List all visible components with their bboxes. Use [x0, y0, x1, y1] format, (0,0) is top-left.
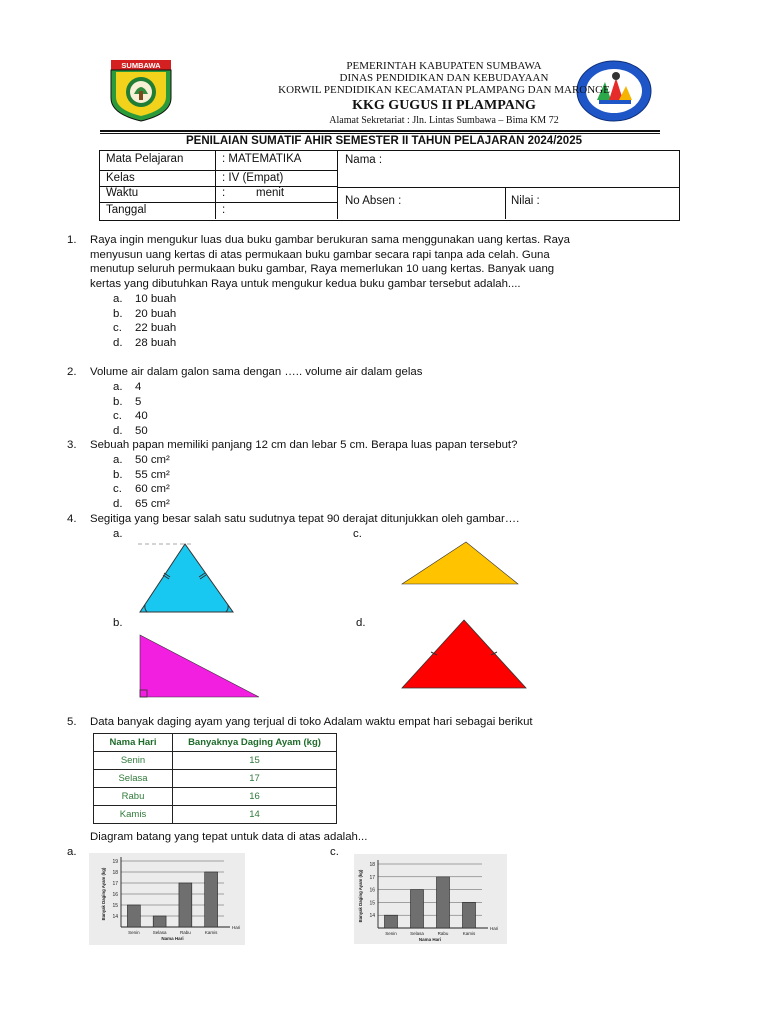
option-text[interactable]: 20 buah: [135, 308, 177, 320]
bar-chart-option-c[interactable]: [354, 854, 507, 944]
name-field-label: Nama :: [345, 154, 383, 166]
y-tick-label: 17: [369, 874, 375, 881]
table-header: Nama Hari: [94, 734, 173, 752]
question-followup: Diagram batang yang tepat untuk data di atas adalah...: [90, 831, 368, 843]
table-header-row: [94, 734, 337, 752]
option-letter: d.: [113, 337, 123, 349]
chart-plot: [358, 860, 498, 942]
table-row: [94, 752, 337, 770]
question-text: Volume air dalam galon sama dengan ….. volume air dalam gelas: [90, 366, 423, 378]
question-text-line: menyusun uang kertas di atas permukaan buku gambar secara rapi tanpa ada celah. Guna: [90, 249, 550, 261]
option-letter: d.: [356, 617, 366, 629]
bar-chart-option-a[interactable]: [89, 853, 245, 945]
x-axis-title: Nama Hari: [161, 936, 184, 941]
y-axis-title: Banyak Daging Ayam (kg): [101, 867, 106, 921]
bar: [205, 872, 218, 927]
option-letter: a.: [67, 846, 77, 858]
option-text[interactable]: 22 buah: [135, 322, 177, 334]
subject-value: : MATEMATIKA: [222, 153, 302, 165]
table-cell-day: Rabu: [94, 788, 173, 806]
y-tick-label: 16: [369, 887, 375, 894]
option-letter: b.: [113, 308, 123, 320]
class-value: : IV (Empat): [222, 172, 284, 184]
x-tick-label: Selasa: [410, 931, 424, 936]
table-row: [94, 788, 337, 806]
y-tick-label: 17: [112, 881, 118, 887]
date-value: :: [222, 204, 226, 216]
triangle-option-d[interactable]: [398, 618, 530, 690]
y-tick-label: 14: [369, 913, 375, 920]
option-text[interactable]: 4: [135, 381, 142, 393]
table-divider: [505, 187, 506, 219]
question-text-line: Raya ingin mengukur luas dua buku gambar berukuran sama menggunakan uang kertas. Raya: [90, 234, 570, 246]
exam-title: PENILAIAN SUMATIF AHIR SEMESTER II TAHUN PELAJARAN 2024/2025: [186, 135, 582, 147]
option-text[interactable]: 65 cm²: [135, 498, 170, 510]
triangle-option-c[interactable]: [400, 540, 520, 588]
question-number: 4.: [67, 513, 77, 525]
bar: [179, 883, 192, 927]
bar: [127, 905, 140, 927]
y-tick-label: 15: [112, 903, 118, 909]
option-letter: a.: [113, 528, 123, 540]
table-divider: [100, 170, 337, 171]
option-letter: c.: [330, 846, 339, 858]
x-tick-label: Senin: [128, 930, 140, 935]
y-tick-label: 18: [369, 862, 375, 868]
question-text-line: menutup seluruh permukaan buku gambar, Raya memerlukan 10 uang kertas. Banyak uang: [90, 263, 555, 275]
option-text[interactable]: 50: [135, 425, 148, 437]
identity-table: [99, 150, 680, 221]
y-tick-label: 14: [112, 914, 118, 920]
x-axis-end-label: Hari: [490, 926, 499, 931]
time-label: Waktu: [106, 187, 139, 199]
question-text: Data banyak daging ayam yang terjual di toko Adalam waktu empat hari sebagai berikut: [90, 716, 533, 728]
triangle-option-a[interactable]: [136, 541, 236, 615]
question-text: Segitiga yang besar salah satu sudutnya tepat 90 derajat ditunjukkan oleh gambar….: [90, 513, 520, 525]
question-number: 5.: [67, 716, 77, 728]
y-tick-label: 18: [112, 870, 118, 876]
table-divider: [337, 151, 338, 219]
letterhead-rule: [100, 130, 660, 134]
option-letter: c.: [113, 410, 122, 422]
table-cell-value: 17: [173, 770, 337, 788]
option-letter: a.: [113, 454, 123, 466]
class-label: Kelas: [106, 172, 135, 184]
bar: [153, 916, 166, 927]
option-text[interactable]: 10 buah: [135, 293, 177, 305]
bar: [411, 890, 424, 928]
question-number: 3.: [67, 439, 77, 451]
option-letter: a.: [113, 293, 123, 305]
option-text[interactable]: 50 cm²: [135, 454, 170, 466]
option-text[interactable]: 40: [135, 410, 148, 422]
option-letter: c.: [113, 483, 122, 495]
question-number: 2.: [67, 366, 77, 378]
option-letter: c.: [113, 322, 122, 334]
time-value: :: [222, 187, 226, 199]
logo-left-text: SUMBAWA: [121, 61, 161, 70]
bar: [385, 915, 398, 928]
table-cell-day: Selasa: [94, 770, 173, 788]
x-tick-label: Senin: [385, 931, 397, 936]
option-letter: d.: [113, 498, 123, 510]
subject-label: Mata Pelajaran: [106, 153, 184, 165]
option-letter: a.: [113, 381, 123, 393]
option-letter: b.: [113, 469, 123, 481]
question-text: Sebuah papan memiliki panjang 12 cm dan lebar 5 cm. Berapa luas papan tersebut?: [90, 439, 518, 451]
sales-table: [93, 733, 337, 824]
score-field-label: Nilai :: [511, 195, 540, 207]
x-tick-label: Rabu: [437, 931, 449, 936]
table-row: [94, 806, 337, 824]
x-tick-label: Kamis: [204, 930, 218, 935]
chart-plot: [101, 857, 240, 941]
option-letter: c.: [353, 528, 362, 540]
table-row: [94, 770, 337, 788]
y-tick-label: 19: [112, 859, 118, 865]
bar: [463, 902, 476, 928]
y-tick-label: 16: [112, 892, 118, 898]
date-label: Tanggal: [106, 204, 147, 216]
table-header: Banyaknya Daging Ayam (kg): [173, 734, 337, 752]
option-text[interactable]: 60 cm²: [135, 483, 170, 495]
letterhead-line-1: PEMERINTAH KABUPATEN SUMBAWA: [346, 60, 542, 72]
table-cell-day: Senin: [94, 752, 173, 770]
letterhead-line-3: KORWIL PENDIDIKAN KECAMATAN PLAMPANG DAN MARONGE: [278, 84, 610, 96]
letterhead-title: KKG GUGUS II PLAMPANG: [352, 98, 536, 113]
question-text-line: kertas yang dibutuhkan Raya untuk mengukur kedua buku gambar tersebut adalah....: [90, 278, 521, 290]
question-number: 1.: [67, 234, 77, 246]
letterhead-address: Alamat Sekretariat : Jln. Lintas Sumbawa – Bima KM 72: [329, 115, 559, 126]
table-divider: [100, 202, 337, 203]
option-text[interactable]: 28 buah: [135, 337, 177, 349]
x-axis-end-label: Hari: [232, 925, 241, 930]
option-text[interactable]: 55 cm²: [135, 469, 170, 481]
option-letter: b.: [113, 396, 123, 408]
absen-field-label: No Absen :: [345, 195, 402, 207]
table-cell-day: Kamis: [94, 806, 173, 824]
option-letter: d.: [113, 425, 123, 437]
x-tick-label: Rabu: [179, 930, 191, 935]
triangle-option-b[interactable]: [137, 633, 262, 699]
x-axis-title: Nama Hari: [418, 937, 442, 942]
table-cell-value: 16: [173, 788, 337, 806]
table-cell-value: 15: [173, 752, 337, 770]
table-cell-value: 14: [173, 806, 337, 824]
option-letter: b.: [113, 617, 123, 629]
letterhead-line-2: DINAS PENDIDIKAN DAN KEBUDAYAAN: [339, 72, 549, 84]
option-text[interactable]: 5: [135, 396, 142, 408]
x-tick-label: Kamis: [462, 931, 476, 936]
table-divider: [337, 187, 679, 188]
time-unit: menit: [256, 187, 285, 199]
y-tick-label: 15: [369, 900, 375, 907]
bar: [437, 877, 450, 928]
y-axis-title: Banyak Daging Ayam (kg): [358, 869, 363, 923]
table-divider: [215, 151, 216, 219]
x-tick-label: Selasa: [152, 930, 167, 935]
